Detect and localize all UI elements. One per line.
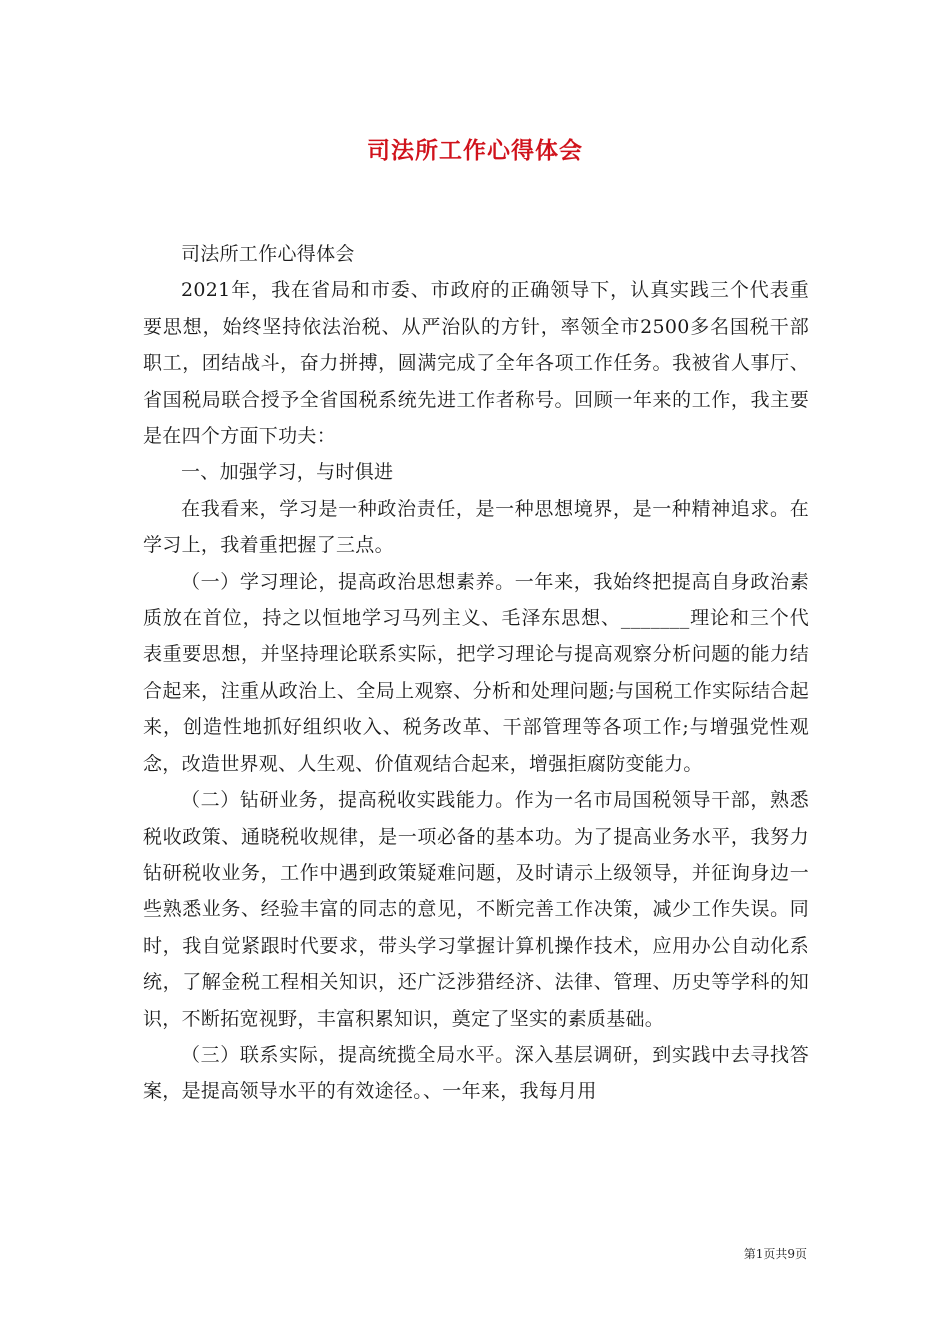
page-number: 第1页共9页 [743,1247,807,1261]
document-body [143,236,809,1110]
section-heading-1: 一、加强学习，与时俱进 [181,461,394,484]
paragraph-intro: 2021年，我在省局和市委、市政府的正确领导下，认真实践三个代表重要思想，始终坚持依法治税、从严治队的方针，率领全市2500多名国税干部职工，团结战斗，奋力拼搏，圆满完成了全年各项工作任务。我被省人事厅、省国税局联合授予全省国税系统先进工作者称号。回顾一年来的工作，我主要是在四个方面下功夫： [143,279,809,448]
document-title: 司法所工作心得体会 [367,137,583,164]
paragraph-study: 在我看来，学习是一种政治责任，是一种思想境界，是一种精神追求。在学习上，我着重把握了三点。 [143,497,809,557]
paragraph-practice: （三）联系实际，提高统揽全局水平。深入基层调研，到实践中去寻找答案，是提高领导水平的有效途径。、一年来，我每月用 [143,1043,809,1103]
paragraph-theory: （一）学习理论，提高政治思想素养。一年来，我始终把提高自身政治素质放在首位，持之以恒地学习马列主义、毛泽东思想、_______理论和三个代表重要思想，并坚持理论联系实际，把学习理论与提高观察分析问题的能力结合起来，注重从政治上、全局上观察、分析和处理问题;与国税工作实际结合起来，创造性地抓好组织收入、税务改革、干部管理等各项工作;与增强党性观念，改造世界观、人生观、价值观结合起来，增强拒腐防变能力。 [143,570,809,775]
paragraph-business: （二）钻研业务，提高税收实践能力。作为一名市局国税领导干部，熟悉税收政策、通晓税收规律，是一项必备的基本功。为了提高业务水平，我努力钻研税收业务，工作中遇到政策疑难问题，及时请示上级领导，并征询身边一些熟悉业务、经验丰富的同志的意见，不断完善工作决策，减少工作失误。同时，我自觉紧跟时代要求，带头学习掌握计算机操作技术，应用办公自动化系统，了解金税工程相关知识，还广泛涉猎经济、法律、管理、历史等学科的知识，不断拓宽视野，丰富积累知识，奠定了坚实的素质基础。 [143,789,809,1030]
paragraph-subtitle: 司法所工作心得体会 [181,243,355,265]
